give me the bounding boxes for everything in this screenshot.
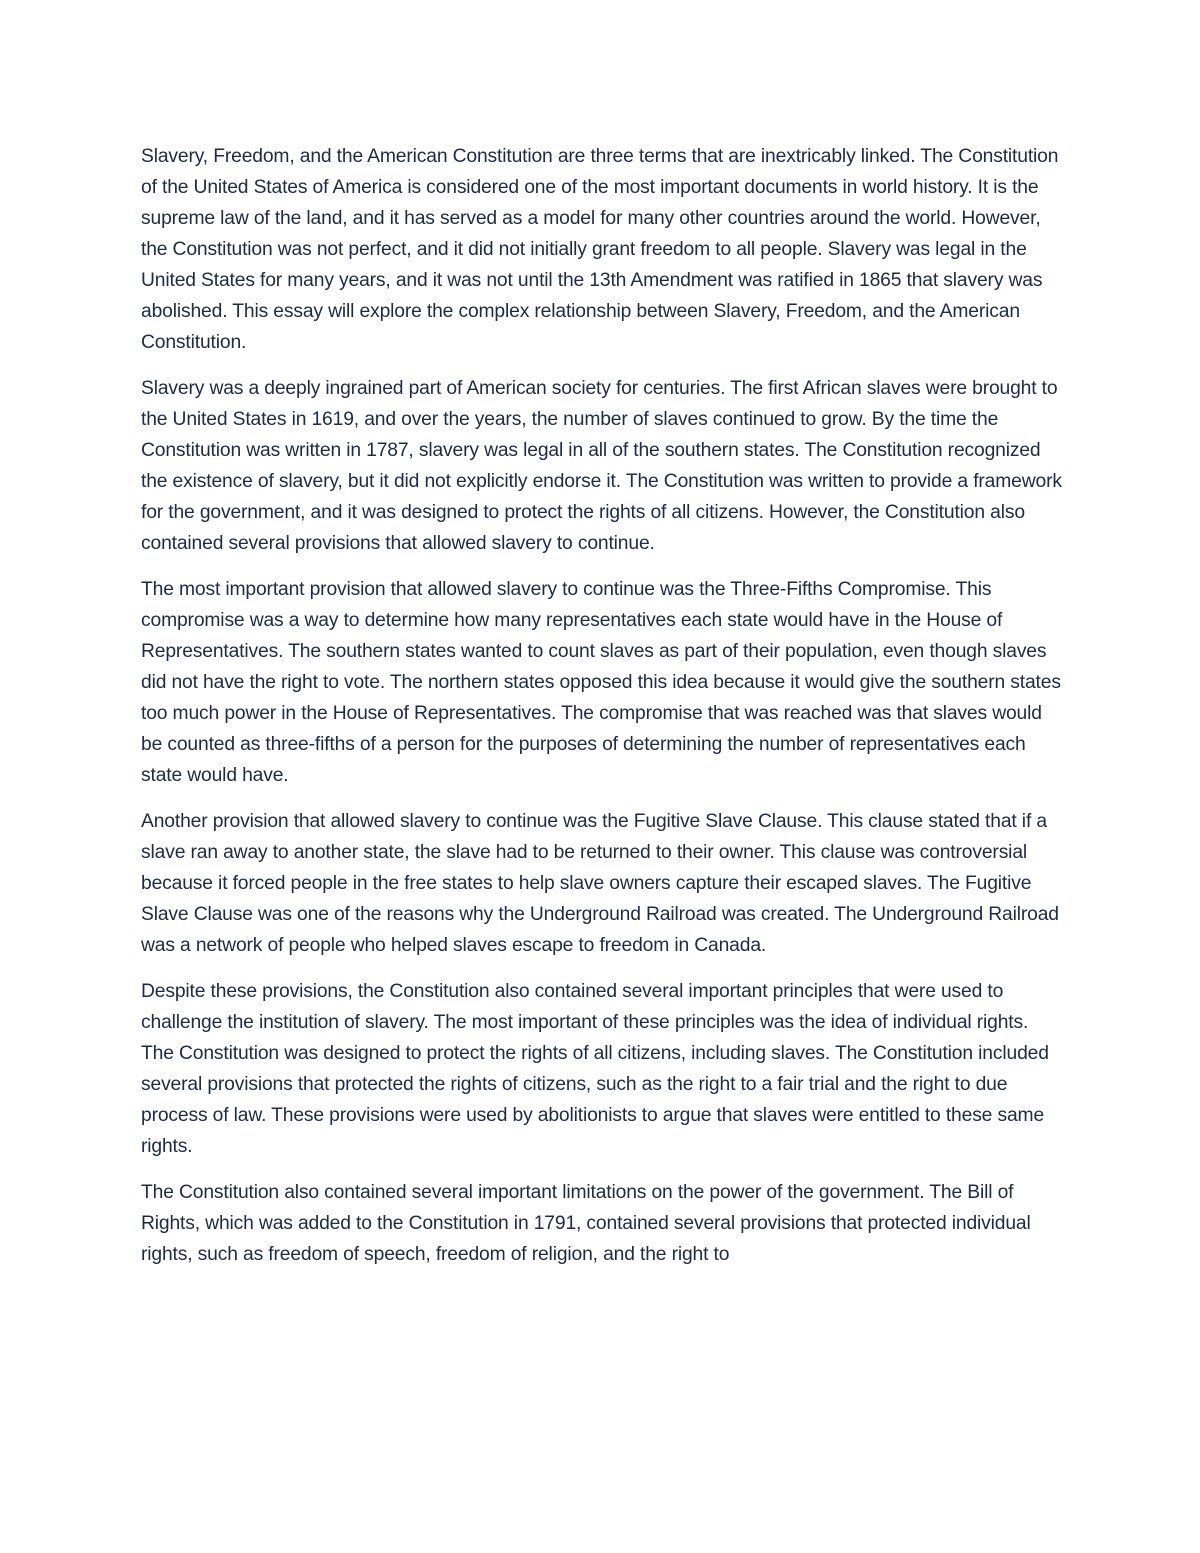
paragraph-three-fifths-compromise: The most important provision that allowed slavery to continue was the Three-Fifths Compromise. This compromise was a way to determine how many representatives each state would have in the House of Representatives. The southern states wanted to count slaves as part of their population, even though slaves did not have the right to vote. The northern states opposed this idea because it would give the southern states too much power in the House of Representatives. The compromise that was reached was that slaves would be counted as three-fifths of a person for the purposes of determining the number of representatives each state would have. — [141, 579, 1061, 786]
paragraph-slavery-history: Slavery was a deeply ingrained part of American society for centuries. The first African slaves were brought to the United States in 1619, and over the years, the number of slaves continued to grow. By the time the Constitution was written in 1787, slavery was legal in all of the southern states. The Constitution recognized the existence of slavery, but it did not explicitly endorse it. The Constitution was written to provide a framework for the government, and it was designed to protect the rights of all citizens. However, the Constitution also contained several provisions that allowed slavery to continue. — [141, 378, 1062, 554]
paragraph-individual-rights: Despite these provisions, the Constitution also contained several important principles that were used to challenge the institution of slavery. The most important of these principles was the idea of individual rights. The Constitution was designed to protect the rights of all citizens, including slaves. The Constitution included several provisions that protected the rights of citizens, such as the right to a fair trial and the right to due process of law. These provisions were used by abolitionists to argue that slaves were entitled to these same rights. — [141, 981, 1049, 1157]
document-body — [141, 141, 1063, 1285]
paragraph-bill-of-rights: The Constitution also contained several important limitations on the power of the government. The Bill of Rights, which was added to the Constitution in 1791, contained several provisions that protected individual rights, such as freedom of speech, freedom of religion, and the right to — [141, 1182, 1031, 1265]
paragraph-intro: Slavery, Freedom, and the American Constitution are three terms that are inextricably linked. The Constitution of the United States of America is considered one of the most important documents in world history. It is the supreme law of the land, and it has served as a model for many other countries around the world. However, the Constitution was not perfect, and it did not initially grant freedom to all people. Slavery was legal in the United States for many years, and it was not until the 13th Amendment was ratified in 1865 that slavery was abolished. This essay will explore the complex relationship between Slavery, Freedom, and the American Constitution. — [141, 146, 1059, 353]
paragraph-fugitive-slave-clause: Another provision that allowed slavery to continue was the Fugitive Slave Clause. This clause stated that if a slave ran away to another state, the slave had to be returned to their owner. This clause was controversial because it forced people in the free states to help slave owners capture their escaped slaves. The Fugitive Slave Clause was one of the reasons why the Underground Railroad was created. The Underground Railroad was a network of people who helped slaves escape to freedom in Canada. — [141, 811, 1059, 956]
